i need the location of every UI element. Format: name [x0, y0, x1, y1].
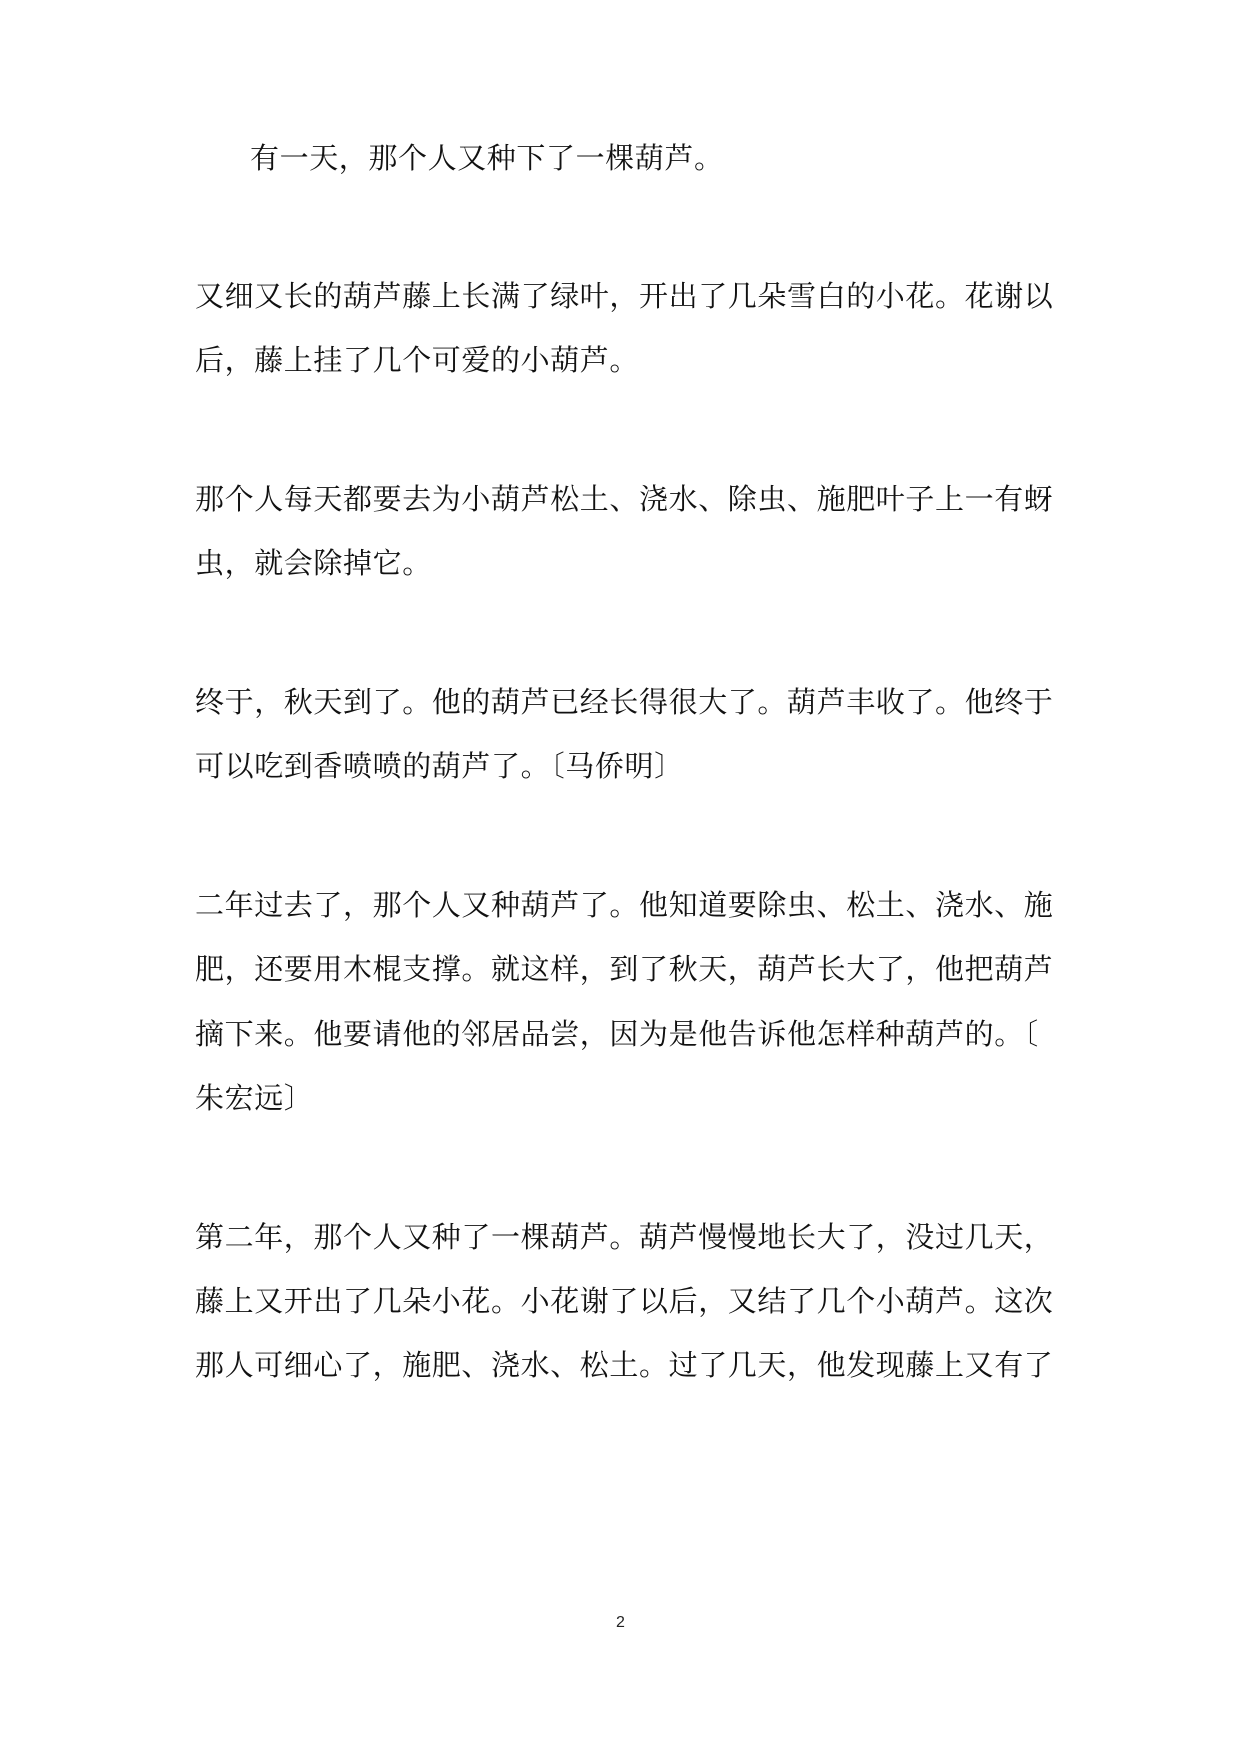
paragraph-5-line-2: 肥，还要用木棍支撑。就这样，到了秋天，葫芦长大了，他把葫芦: [195, 952, 1054, 986]
paragraph-5-line-3: 摘下来。他要请他的邻居品尝，因为是他告诉他怎样种葫芦的。〔: [195, 1017, 1039, 1051]
paragraph-3-line-1: 那个人每天都要去为小葫芦松土、浇水、除虫、施肥叶子上一有蚜: [195, 482, 1054, 516]
paragraph-5-line-1: 二年过去了，那个人又种葫芦了。他知道要除虫、松土、浇水、施: [195, 888, 1054, 922]
paragraph-2-line-1: 又细又长的葫芦藤上长满了绿叶，开出了几朵雪白的小花。花谢以: [195, 279, 1054, 313]
paragraph-4-line-2: 可以吃到香喷喷的葫芦了。〔马侨明〕: [195, 749, 684, 783]
page-number: 2: [616, 1614, 625, 1631]
paragraph-3-line-2: 虫，就会除掉它。: [195, 546, 432, 580]
paragraph-6-line-2: 藤上又开出了几朵小花。小花谢了以后，又结了几个小葫芦。这次: [195, 1284, 1054, 1318]
paragraph-6-line-1: 第二年，那个人又种了一棵葫芦。葫芦慢慢地长大了，没过几天，: [195, 1220, 1054, 1254]
paragraph-1-line-1: 有一天，那个人又种下了一棵葫芦。: [250, 141, 724, 175]
paragraph-2-line-2: 后，藤上挂了几个可爱的小葫芦。: [195, 343, 640, 377]
paragraph-5-line-4: 朱宏远〕: [195, 1081, 314, 1115]
paragraph-6-line-3: 那人可细心了，施肥、浇水、松土。过了几天，他发现藤上又有了: [195, 1348, 1054, 1382]
paragraph-4-line-1: 终于，秋天到了。他的葫芦已经长得很大了。葫芦丰收了。他终于: [195, 685, 1054, 719]
